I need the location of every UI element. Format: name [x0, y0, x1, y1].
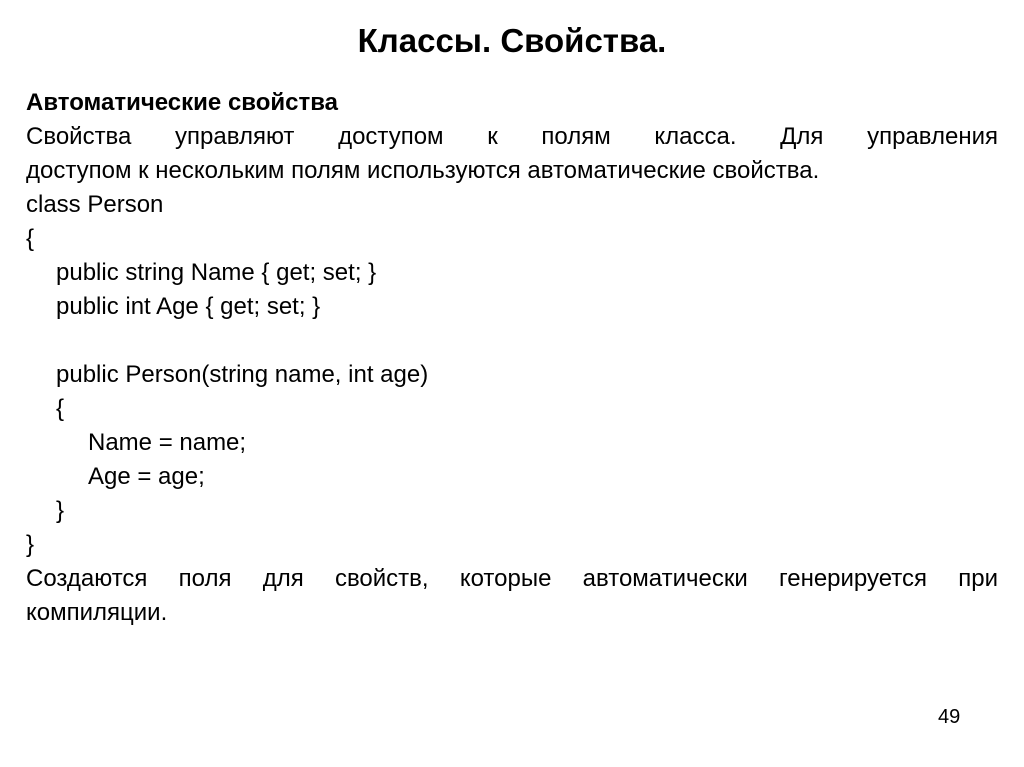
slide-body	[26, 86, 998, 630]
code-line: public int Age { get; set; }	[56, 293, 321, 320]
code-line: }	[26, 531, 35, 558]
code-line: }	[56, 497, 65, 524]
slide-title: Классы. Свойства.	[357, 22, 667, 59]
intro-text-line: Свойства управляют доступом к полям класса. Для управления	[26, 123, 998, 150]
code-line: {	[26, 225, 35, 252]
code-line: {	[56, 395, 65, 422]
code-line: Name = name;	[88, 429, 247, 456]
outro-text-line: Создаются поля для свойств, которые автоматически генерируется при	[26, 565, 998, 592]
intro-text-line: доступом к нескольким полям используются автоматические свойства.	[26, 157, 820, 184]
code-line: public Person(string name, int age)	[56, 361, 429, 388]
code-blank-line	[26, 324, 998, 358]
code-line: Age = age;	[88, 463, 205, 490]
outro-text-line: компиляции.	[26, 599, 168, 626]
code-line: public string Name { get; set; }	[56, 259, 377, 286]
code-line: class Person	[26, 191, 164, 218]
page-number: 49	[938, 706, 961, 728]
section-heading: Автоматические свойства	[26, 89, 339, 116]
